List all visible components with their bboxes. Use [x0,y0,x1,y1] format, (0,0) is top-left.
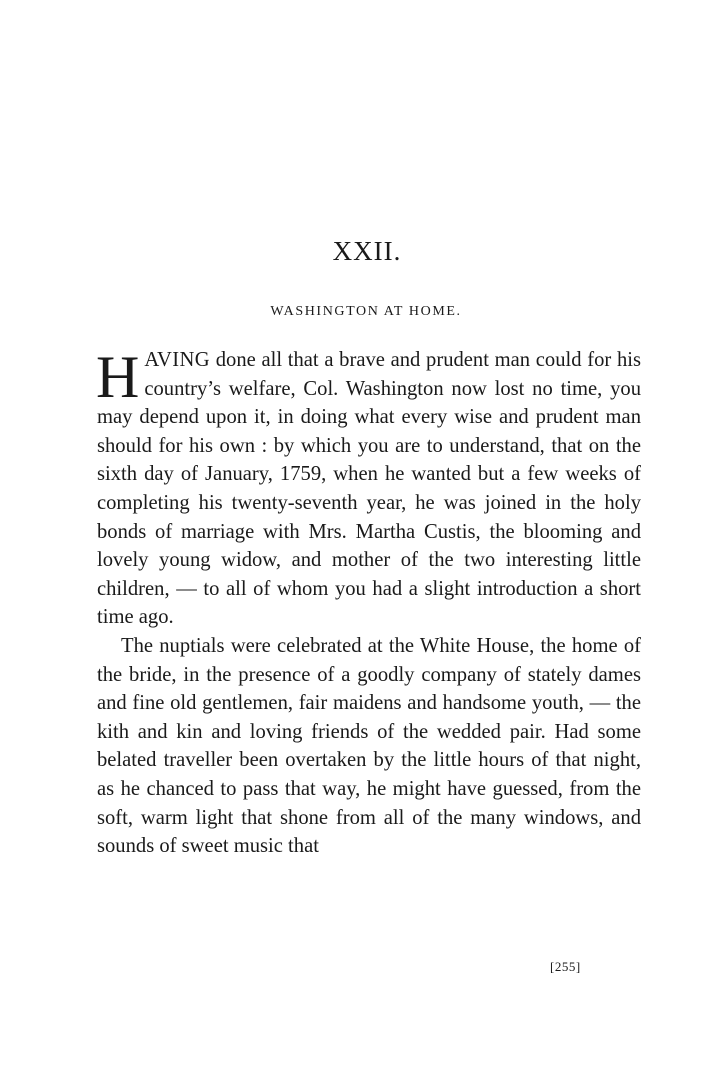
page-number: [255] [550,959,581,974]
chapter-number: XXII. [332,236,402,266]
paragraph-1 [97,346,641,632]
drop-cap: H [96,344,140,410]
paragraph-1-text: done all that a brave and prudent man could for his country’s welfare, Col. Washington now lost no time, you may depend upon it, in doing what every wise and prudent man should for his own : by which you are to understand, that on the sixth day of January, 1759, when he wanted but a few weeks of completing his twenty-seventh year, he was joined in the holy bonds of marriage with Mrs. Martha Custis, the blooming and lovely young widow, and mother of the two interesting little children, — to all of whom you had a slight introduction a short time ago. [97,349,641,629]
body-text [97,346,641,861]
paragraph-2 [97,632,641,861]
lead-word: AVING [144,349,211,371]
chapter-title: WASHINGTON AT HOME. [270,304,462,319]
paragraph-2-text: The nuptials were celebrated at the White House, the home of the bride, in the presence of a goodly company of stately dames and fine old gentlemen, fair maidens and handsome youth, — the kith and kin and loving friends of the wedded pair. Had some belated traveller been overtaken by the little hours of that night, as he chanced to pass that way, he might have guessed, from the soft, warm light that shone from all of the many windows, and sounds of sweet music that [97,634,641,858]
